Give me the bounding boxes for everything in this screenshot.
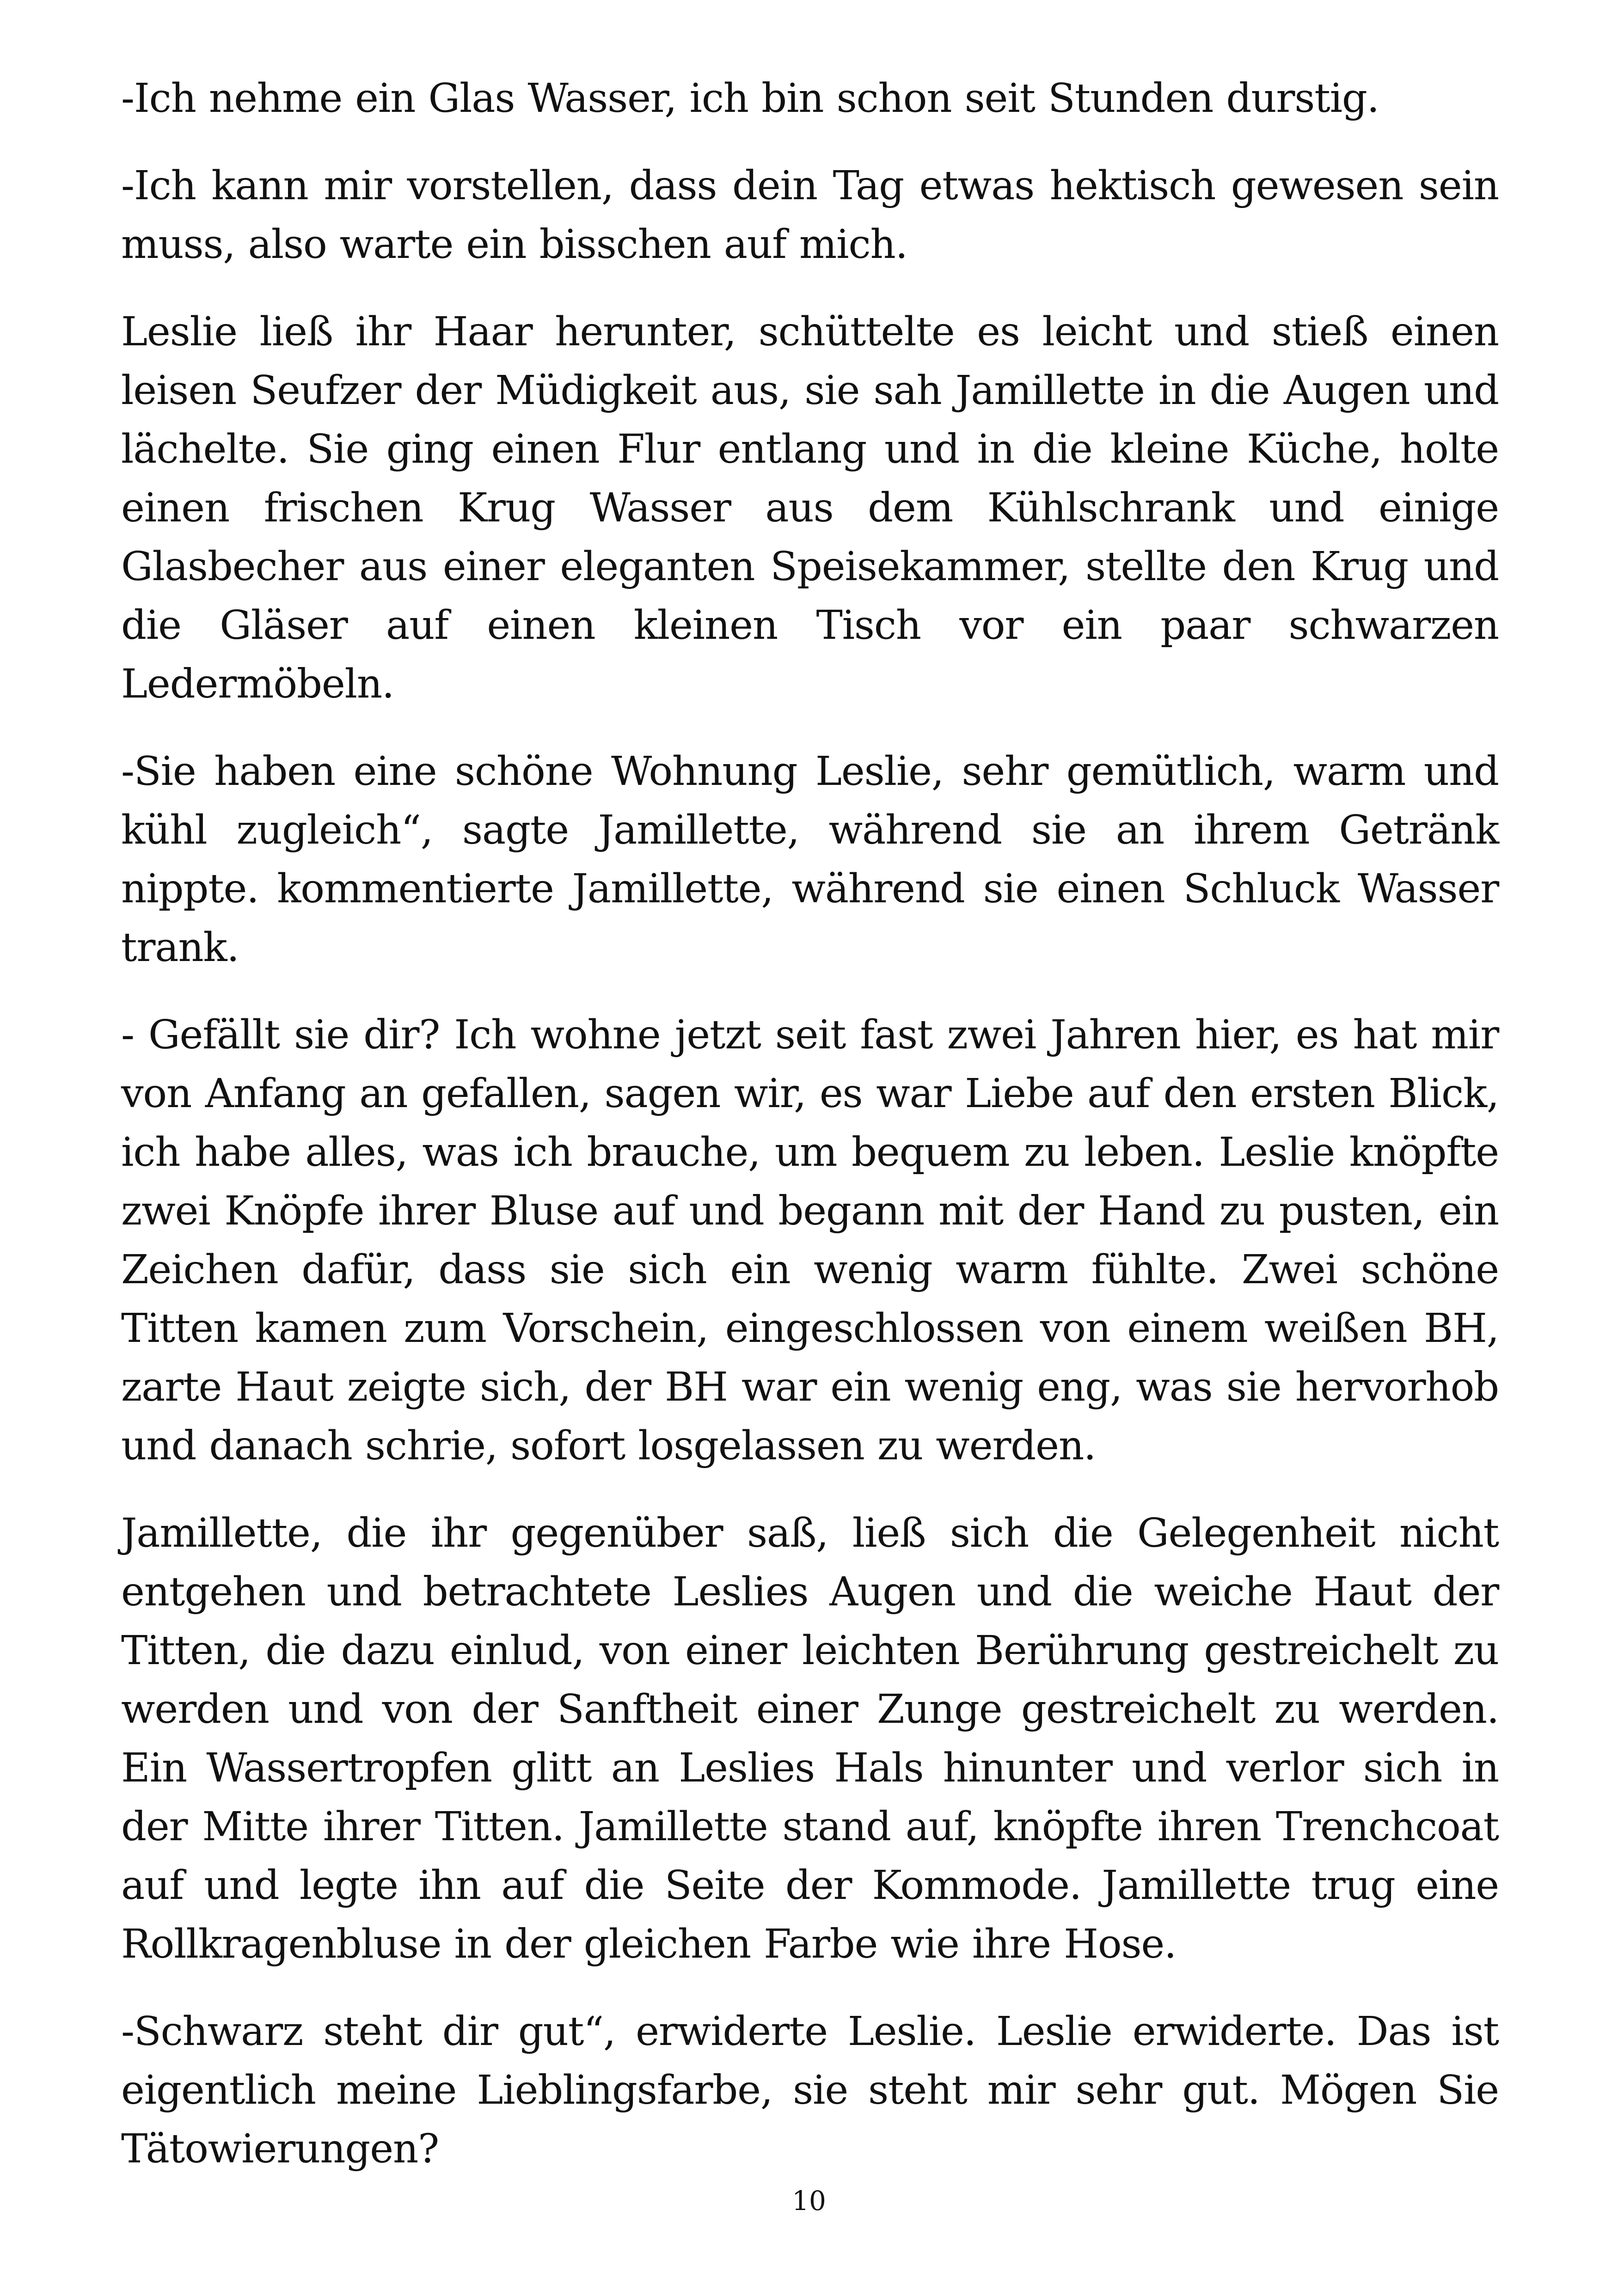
page-number: 10 xyxy=(792,2185,826,2216)
paragraph-3: Leslie ließ ihr Haar herunter, schüttelte es leicht und stieß einen leisen Seufzer der Müdigkeit aus, sie sah Jamillette in die Augen und lächelte. Sie ging einen Flur entlang und in die kleine Küche, holte einen frischen Krug Wasser aus dem Kühlschrank und einige Glasbecher aus einer eleganten Speisekammer, stellte den Krug und die Gläser auf einen kleinen Tisch vor ein paar schwarzen Ledermöbeln. xyxy=(121,309,1499,707)
body-text xyxy=(121,69,1499,2207)
paragraph-4: -Sie haben eine schöne Wohnung Leslie, sehr gemütlich, warm und kühl zugleich“, sagte Jamillette, während sie an ihrem Getränk nippte. kommentierte Jamillette, während sie einen Schluck Wasser trank. xyxy=(121,748,1499,971)
paragraph-1: -Ich nehme ein Glas Wasser, ich bin schon seit Stunden durstig. xyxy=(121,75,1379,122)
paragraph-5: - Gefällt sie dir? Ich wohne jetzt seit fast zwei Jahren hier, es hat mir von Anfang an gefallen, sagen wir, es war Liebe auf den ersten Blick, ich habe alles, was ich brauche, um bequem zu leben. Leslie knöpfte zwei Knöpfe ihrer Bluse auf und begann mit der Hand zu pusten, ein Zeichen dafür, dass sie sich ein wenig warm fühlte. Zwei schöne Titten kamen zum Vorschein, eingeschlossen von einem weißen BH, zarte Haut zeigte sich, der BH war ein wenig eng, was sie hervorhob und danach schrie, sofort losgelassen zu werden. xyxy=(121,1012,1499,1469)
paragraph-6: Jamillette, die ihr gegenüber saß, ließ sich die Gelegenheit nicht entgehen und betrachtete Leslies Augen und die weiche Haut der Titten, die dazu einlud, von einer leichten Berührung gestreichelt zu werden und von der Sanftheit einer Zunge gestreichelt zu werden. Ein Wassertropfen glitt an Leslies Hals hinunter und verlor sich in der Mitte ihrer Titten. Jamillette stand auf, knöpfte ihren Trenchcoat auf und legte ihn auf die Seite der Kommode. Jamillette trug eine Rollkragenbluse in der gleichen Farbe wie ihre Hose. xyxy=(121,1510,1499,1967)
paragraph-7: -Schwarz steht dir gut“, erwiderte Leslie. Leslie erwiderte. Das ist eigentlich meine Lieblingsfarbe, sie steht mir sehr gut. Mögen Sie Tätowierungen? xyxy=(121,2008,1499,2172)
paragraph-2: -Ich kann mir vorstellen, dass dein Tag etwas hektisch gewesen sein muss, also warte ein bisschen auf mich. xyxy=(121,163,1499,268)
